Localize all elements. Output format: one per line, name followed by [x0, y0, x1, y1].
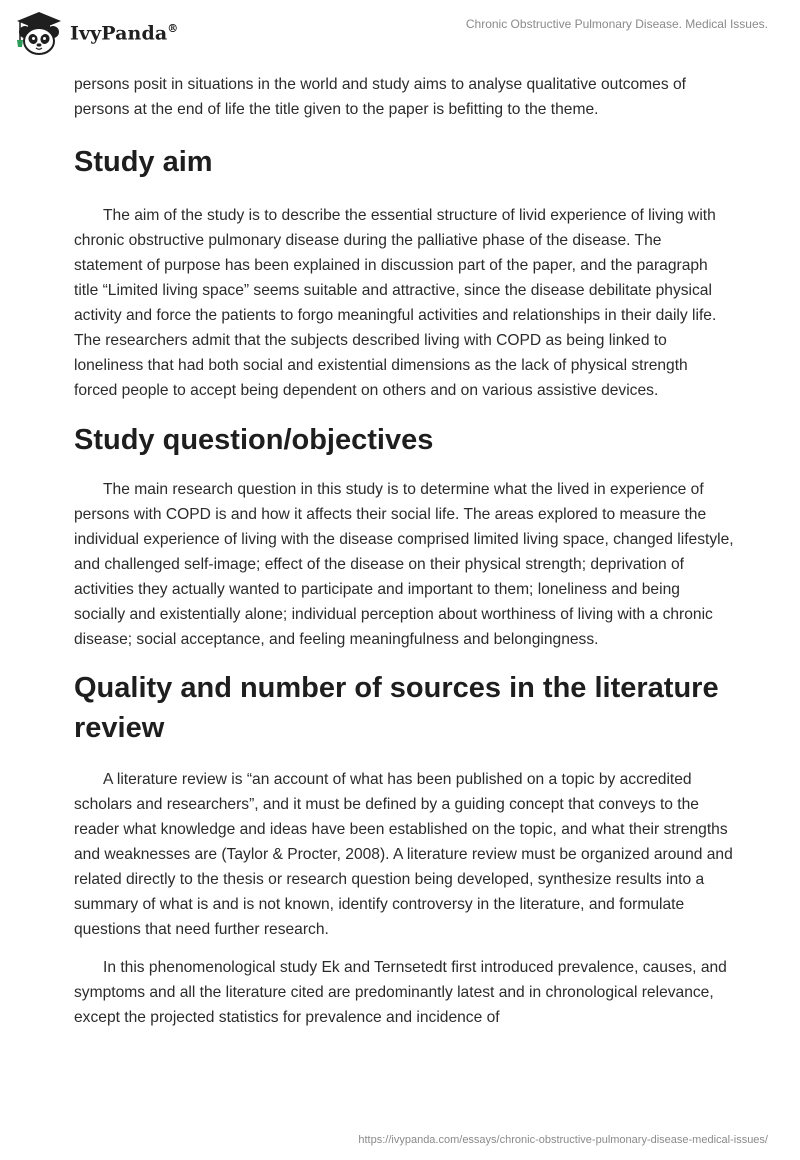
paragraph-study-question: The main research question in this study is to determine what the lived in experience of persons with COPD is and how it affects their social life. The areas explored to measure the individual experience of living with the disease comprised limited living space, changed lifestyle, and challenged self-image; effect of the disease on their physical strength; deprivation of activities they actually wanted to participate and important to them; loneliness and being socially and existentially alone; individual perception about worthiness of living with a chronic disease; social acceptance, and feeling meaningfulness and belongingness.: [74, 481, 734, 648]
heading-study-aim: Study aim: [74, 146, 213, 178]
heading-literature-review: Quality and number of sources in the literature review: [74, 672, 719, 744]
panda-graduate-icon: [14, 10, 64, 56]
brand-name: IvyPanda®: [70, 21, 179, 45]
paragraph-study-aim: The aim of the study is to describe the essential structure of livid experience of living with chronic obstructive pulmonary disease during the palliative phase of the disease. The statement of purpose has been explained in discussion part of the paper, and the paragraph title “Limited living space” seems suitable and attractive, since the disease debilitate physical activity and force the patients to forgo meaningful activities and relationships in their daily life. The researchers admit that the subjects described living with COPD as being linked to loneliness that had both social and existential dimensions as the lack of physical strength forced people to accept being dependent on others and on various assistive devices.: [74, 207, 717, 399]
ivypanda-logo[interactable]: [14, 7, 214, 59]
paragraph-literature-study: In this phenomenological study Ek and Ternsetedt first introduced prevalence, causes, and symptoms and all the literature cited are predominantly latest and in chronological relevance, except the projected statistics for prevalence and incidence of: [74, 959, 727, 1026]
article-body: [74, 72, 734, 1030]
document-title: Chronic Obstructive Pulmonary Disease. Medical Issues.: [465, 17, 768, 31]
paragraph-literature-definition: A literature review is “an account of what has been published on a topic by accredited scholars and researchers”, and it must be defined by a guiding concept that conveys to the reader what knowledge and ideas have been established on the topic, and what their strengths and weaknesses are (Taylor & Procter, 2008). A literature review must be organized around and related directly to the thesis or research question being developed, synthesize results into a summary of what is and is not known, identify controversy in the literature, and formulate questions that need further research.: [74, 771, 733, 938]
registered-mark: ®: [167, 21, 179, 35]
intro-paragraph: persons posit in situations in the world and study aims to analyse qualitative outcomes of persons at the end of life the title given to the paper is befitting to the theme.: [74, 76, 686, 118]
heading-study-question: Study question/objectives: [74, 424, 434, 456]
source-url[interactable]: https://ivypanda.com/essays/chronic-obstructive-pulmonary-disease-medical-issues/: [358, 1134, 768, 1146]
page-header: [0, 0, 800, 64]
